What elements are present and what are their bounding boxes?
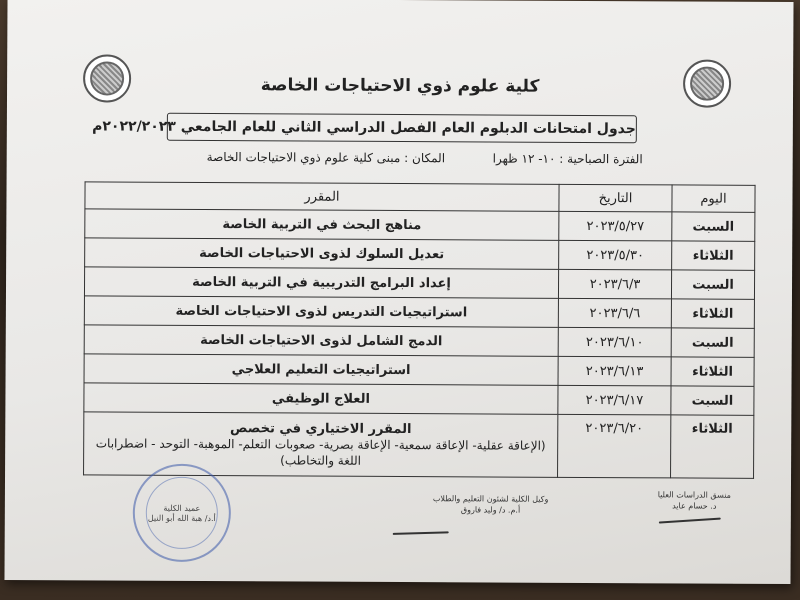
row-day: الثلاثاء	[671, 415, 754, 478]
row-course-elective	[84, 412, 558, 477]
row-date: ٢٠٢٣/٦/١٧	[558, 385, 671, 415]
row-day: الثلاثاء	[671, 299, 754, 328]
coordinator-name: د. حسام عايد	[672, 501, 717, 511]
row-course: استراتيجيات التدريس لذوى الاحتياجات الخاصة	[84, 296, 558, 327]
row-date: ٢٠٢٣/٦/٦	[558, 298, 671, 328]
exam-period: الفترة الصباحية : ١٠- ١٢ ظهرا	[492, 151, 643, 167]
row-date: ٢٠٢٣/٦/١٠	[558, 327, 671, 357]
table-row	[84, 296, 754, 329]
row-day: السبت	[671, 270, 754, 299]
coordinator-title: منسق الدراسات العليا	[657, 490, 731, 500]
table-row	[84, 325, 754, 358]
table-row	[84, 267, 754, 300]
row-day: السبت	[672, 212, 755, 241]
row-date: ٢٠٢٣/٦/٢٠	[558, 414, 671, 478]
header-course: المقرر	[85, 182, 559, 211]
table-header-row	[85, 182, 755, 213]
vice-dean-signature-block	[433, 493, 549, 516]
dean-stamp-text	[147, 504, 217, 524]
dean-name: أ.د/ هبة الله أبو النيل	[147, 513, 216, 524]
row-course: الدمج الشامل لذوى الاحتياجات الخاصة	[84, 325, 558, 356]
row-course: استراتيجيات التعليم العلاجي	[84, 354, 558, 385]
header-day: اليوم	[672, 185, 755, 212]
row-day: الثلاثاء	[672, 241, 755, 270]
schedule-title: جدول امتحانات الدبلوم العام الفصل الدراسي الثاني للعام الجامعي ٢٠٢٢/٢٠٢٣م	[167, 113, 637, 143]
row-date: ٢٠٢٣/٥/٣٠	[559, 240, 672, 270]
coordinator-signature-scribble	[659, 518, 721, 524]
elective-course-options: (الإعاقة عقلية- الإعاقة سمعية- الإعاقة بصرية- صعوبات التعلم- الموهبة- التوحد - اضطرابات اللغة والتخاطب)	[95, 435, 546, 468]
row-day: السبت	[671, 328, 754, 357]
table-row	[85, 209, 755, 242]
row-date: ٢٠٢٣/٦/٣	[558, 269, 671, 299]
row-course: مناهج البحث في التربية الخاصة	[85, 209, 559, 240]
row-date: ٢٠٢٣/٦/١٣	[558, 356, 671, 386]
row-course: تعديل السلوك لذوى الاحتياجات الخاصة	[85, 238, 559, 269]
exam-schedule-table	[83, 181, 756, 479]
row-day: الثلاثاء	[671, 357, 754, 386]
vice-dean-name: أ.م. د/ وليد فاروق	[460, 505, 521, 515]
college-title: كلية علوم ذوي الاحتياجات الخاصة	[260, 75, 540, 97]
table-row	[84, 354, 754, 387]
row-day: السبت	[671, 386, 754, 415]
row-course: إعداد البرامج التدريبية في التربية الخاصة	[84, 267, 558, 298]
row-course: العلاج الوظيفي	[84, 383, 558, 414]
dean-title: عميد الكلية	[163, 503, 201, 513]
row-date: ٢٠٢٣/٥/٢٧	[559, 211, 672, 241]
elective-course-title: المقرر الاختياري في تخصص	[230, 420, 412, 437]
header-date: التاريخ	[559, 184, 672, 212]
vice-dean-signature-scribble	[393, 531, 449, 535]
exam-schedule-paper	[4, 0, 793, 584]
vice-dean-title: وكيل الكلية لشئون التعليم والطلاب	[432, 494, 549, 504]
table-row	[84, 383, 754, 416]
coordinator-signature-block	[658, 489, 731, 511]
exam-place: المكان : مبنى كلية علوم ذوي الاحتياجات الخاصة	[206, 149, 446, 166]
table-row	[85, 238, 755, 271]
